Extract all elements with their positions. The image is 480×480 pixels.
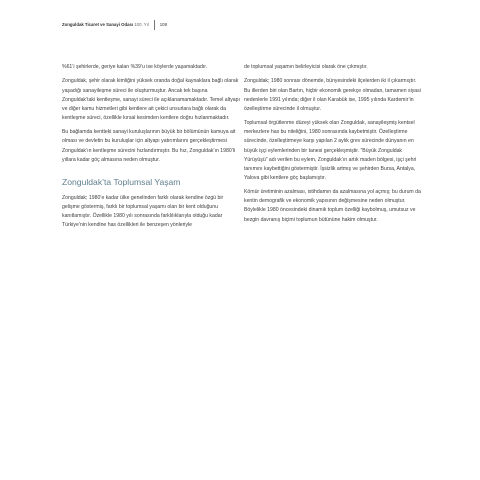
paragraph: Toplumsal örgütlenme düzeyi yüksek olan Zonguldak, sanayileşmiş kentsel merkezlere has bu niteliğini, 1980 sonrasında kaybetmiştir. Özelleştirme sürecinde, özelleştirmeye karşı yapılan 2 aylık grev sürecinde dünyanın en büyük işçi eylemlerinden bir tanesi gerçekleşmiştir. “Büyük Zonguldak Yürüyüşü” adı verilen bu eylem, Zonguldak’ın artık maden bölgesi, işçi şehri tanımını kaybettiğini göstermiştir. İşsizlik artmış ve şehirden Bursa, Antalya, Yalova gibi kentlere göç başlamıştır. (244, 120, 417, 181)
paragraph: de toplumsal yaşamın belirleyicisi olarak öne çıkmıştır. (244, 64, 368, 70)
section-heading: Zonguldak’ta Toplumsal Yaşam (62, 176, 181, 187)
paragraph: Kömür üretiminin azalması, istihdamın da azalmasına yol açmış; bu durum da kentin demografik ve ekonomik yapısının değişmesine neden olmuştur. Böylelikle 1980 öncesindeki dinamik toplum özelliği kaybolmuş, umutsuz ve bezgin davranış biçimi toplumun bütününe hakim olmuştur. (244, 189, 421, 223)
page-number: 108 (159, 22, 167, 27)
header-organization: Zonguldak Ticaret ve Sanayi Odası (62, 22, 134, 27)
paragraph: Zonguldak, şehir olarak kimliğini yüksek oranda doğal kaynaklara bağlı olarak yaşadığı sanayileşme süreci ile oluşturmuştur. Ancak tek başına Zonguldak’taki kentleşme, sanayi süreci ile açıklanamamaktadır. Temel altyapı ve diğer kamu hizmetleri gibi kentlere ait çekici unsurlara bağlı olarak da kentleşme süreci, özellikle kırsal kesimden kentlere doğru hızlanmaktadır. (62, 78, 240, 121)
right-column (244, 63, 424, 230)
page-header (62, 20, 167, 30)
paragraph: %61’i şehirlerde, geriye kalan %39’u ise köylerde yaşamaktadır. (62, 64, 208, 70)
paragraph: Zonguldak; 1980’e kadar ülke genelinden farklı olarak kendine özgü bir gelişme göstermiş, farklı bir toplumsal yaşamı olan bir kent olduğunu kanıtlamıştır. Özellikle 1980 yılı sonrasında farklılıklarıyla olduğu kadar Türkiye’nin kendine has özellikleri ile benzeşen yönleriyle (62, 194, 224, 228)
header-anniversary: 100. Yıl (134, 22, 149, 27)
paragraph: Bu bağlamda kentteki sanayi kuruluşlarının büyük bir bölümünün kamuya ait olması ve devletin bu kuruluşlar için altyapı yatırımlarını gerçekleştirmesi Zonguldak’ın kentleşme sürecini hızlandırmıştır. Bu hız, Zonguldak’ın 1980’li yıllara kadar göç almasına neden olmuştur. (62, 129, 236, 163)
paragraph: Zonguldak; 1980 sonrası dönemde, bünyesindeki ilçelerden iki il çıkarmıştır. Bu illerden biri olan Bartın, hiçbir ekonomik gerekçe olmadan, tamamen siyasi nedenlerle 1991 yılında; diğer il olan Karabük ise, 1995 yılında Kardemir’in özelleştirme sürecinde il olmuştur. (244, 78, 421, 112)
left-column (62, 63, 240, 235)
header-divider (154, 20, 155, 30)
